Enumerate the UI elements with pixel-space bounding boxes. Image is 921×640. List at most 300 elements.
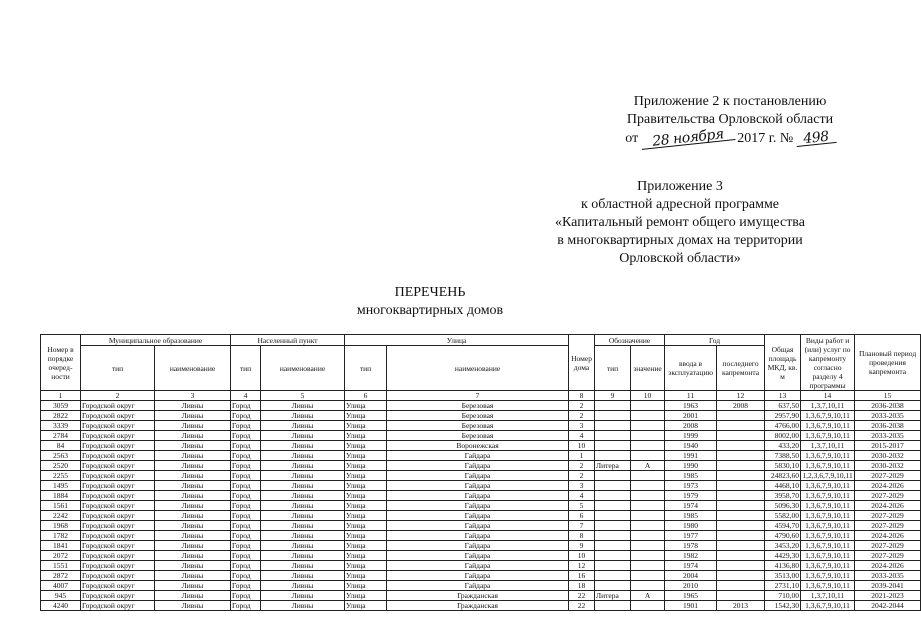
- total-area: 24823,60: [765, 471, 801, 481]
- designation-type: [595, 571, 631, 581]
- table-row: [41, 521, 921, 531]
- total-area: 3958,70: [765, 491, 801, 501]
- municipality-name: Ливны: [155, 581, 231, 591]
- queue-number: 2822: [41, 411, 81, 421]
- municipality-name: Ливны: [155, 471, 231, 481]
- commission-year: 1977: [665, 531, 717, 541]
- column-number: 15: [855, 391, 921, 401]
- designation-value: [631, 551, 665, 561]
- designation-value: А: [631, 591, 665, 601]
- settlement-type: Город: [231, 461, 261, 471]
- settlement-type: Город: [231, 511, 261, 521]
- annex-line-2: к областной адресной программе: [580, 197, 780, 212]
- designation-value: [631, 501, 665, 511]
- settlement-name: Ливны: [261, 501, 345, 511]
- house-number: 4: [569, 491, 595, 501]
- total-area: 7388,50: [765, 451, 801, 461]
- designation-value: [631, 431, 665, 441]
- planned-period: 2027-2029: [855, 521, 921, 531]
- settlement-name: Ливны: [261, 561, 345, 571]
- commission-year: 1940: [665, 441, 717, 451]
- table-row: [41, 421, 921, 431]
- table-row: [41, 471, 921, 481]
- municipality-name: Ливны: [155, 551, 231, 561]
- street-type: Улица: [345, 581, 387, 591]
- queue-number: 1968: [41, 521, 81, 531]
- queue-number: 1561: [41, 501, 81, 511]
- planned-period: 2036-2038: [855, 421, 921, 431]
- house-number: 2: [569, 471, 595, 481]
- municipality-type: Городской округ: [81, 441, 155, 451]
- commission-year: 1985: [665, 511, 717, 521]
- header-area: Общая площадь МКД, кв. м: [765, 335, 801, 391]
- queue-number: 2563: [41, 451, 81, 461]
- settlement-name: Ливны: [261, 571, 345, 581]
- settlement-name: Ливны: [261, 531, 345, 541]
- last-repair-year: [717, 521, 765, 531]
- services-list: 1,3,6,7,9,10,11: [801, 531, 855, 541]
- commission-year: 1982: [665, 551, 717, 561]
- municipality-name: Ливны: [155, 531, 231, 541]
- designation-value: [631, 451, 665, 461]
- settlement-name: Ливны: [261, 431, 345, 441]
- column-number: 13: [765, 391, 801, 401]
- table-row: [41, 511, 921, 521]
- settlement-type: Город: [231, 431, 261, 441]
- table-row: [41, 551, 921, 561]
- last-repair-year: [717, 451, 765, 461]
- total-area: 4136,80: [765, 561, 801, 571]
- street-name: Гайдара: [387, 471, 569, 481]
- designation-type: [595, 431, 631, 441]
- table-row: [41, 561, 921, 571]
- last-repair-year: [717, 551, 765, 561]
- street-type: Улица: [345, 421, 387, 431]
- street-type: Улица: [345, 521, 387, 531]
- designation-type: Литера: [595, 461, 631, 471]
- planned-period: 2033-2035: [855, 411, 921, 421]
- total-area: 1542,30: [765, 601, 801, 611]
- buildings-table: [40, 334, 921, 611]
- queue-number: 84: [41, 441, 81, 451]
- services-list: 1,3,6,7,9,10,11: [801, 491, 855, 501]
- queue-number: 1495: [41, 481, 81, 491]
- services-list: 1,3,6,7,9,10,11: [801, 431, 855, 441]
- table-row: [41, 571, 921, 581]
- settlement-type: Город: [231, 601, 261, 611]
- table-row: [41, 581, 921, 591]
- designation-value: [631, 571, 665, 581]
- subheader-street-name: наименование: [387, 346, 569, 391]
- house-number: 10: [569, 551, 595, 561]
- house-number: 18: [569, 581, 595, 591]
- settlement-type: Город: [231, 441, 261, 451]
- municipality-name: Ливны: [155, 541, 231, 551]
- house-number: 22: [569, 601, 595, 611]
- settlement-type: Город: [231, 591, 261, 601]
- services-list: 1,3,6,7,9,10,11: [801, 601, 855, 611]
- total-area: 710,00: [765, 591, 801, 601]
- designation-value: [631, 481, 665, 491]
- total-area: 4790,60: [765, 531, 801, 541]
- street-type: Улица: [345, 531, 387, 541]
- street-type: Улица: [345, 491, 387, 501]
- commission-year: 1974: [665, 501, 717, 511]
- commission-year: 2008: [665, 421, 717, 431]
- designation-type: [595, 401, 631, 411]
- street-name: Березовая: [387, 421, 569, 431]
- settlement-type: Город: [231, 561, 261, 571]
- settlement-type: Город: [231, 481, 261, 491]
- designation-type: [595, 581, 631, 591]
- total-area: 637,50: [765, 401, 801, 411]
- settlement-name: Ливны: [261, 401, 345, 411]
- services-list: 1,3,6,7,9,10,11: [801, 581, 855, 591]
- queue-number: 2242: [41, 511, 81, 521]
- designation-type: [595, 541, 631, 551]
- planned-period: 2039-2041: [855, 581, 921, 591]
- settlement-name: Ливны: [261, 511, 345, 521]
- services-list: 1,3,7,10,11: [801, 441, 855, 451]
- municipality-type: Городской округ: [81, 461, 155, 471]
- services-list: 1,3,6,7,9,10,11: [801, 421, 855, 431]
- municipality-type: Городской округ: [81, 481, 155, 491]
- table-row: [41, 601, 921, 611]
- settlement-type: Город: [231, 551, 261, 561]
- municipality-name: Ливны: [155, 401, 231, 411]
- queue-number: 4240: [41, 601, 81, 611]
- planned-period: 2036-2038: [855, 401, 921, 411]
- settlement-type: Город: [231, 581, 261, 591]
- annex-line-1: Приложение 3: [637, 179, 723, 194]
- total-area: 4766,00: [765, 421, 801, 431]
- settlement-type: Город: [231, 491, 261, 501]
- street-name: Воронежская: [387, 441, 569, 451]
- handwritten-date: 28 ноября: [642, 124, 733, 151]
- municipality-type: Городской округ: [81, 491, 155, 501]
- planned-period: 2027-2029: [855, 541, 921, 551]
- street-type: Улица: [345, 561, 387, 571]
- house-number: 1: [569, 451, 595, 461]
- street-name: Гайдара: [387, 451, 569, 461]
- municipality-name: Ливны: [155, 501, 231, 511]
- column-number: 9: [595, 391, 631, 401]
- table-row: [41, 451, 921, 461]
- municipality-type: Городской округ: [81, 531, 155, 541]
- total-area: 3453,20: [765, 541, 801, 551]
- house-number: 2: [569, 411, 595, 421]
- municipality-type: Городской округ: [81, 571, 155, 581]
- subheader-designation-value: значение: [631, 346, 665, 391]
- commission-year: 1901: [665, 601, 717, 611]
- designation-type: [595, 501, 631, 511]
- approval-line-1: Приложение 2 к постановлению: [633, 94, 827, 109]
- annex-line-3: «Капитальный ремонт общего имущества: [555, 215, 805, 230]
- street-type: Улица: [345, 441, 387, 451]
- municipality-type: Городской округ: [81, 511, 155, 521]
- column-number: 12: [717, 391, 765, 401]
- street-type: Улица: [345, 401, 387, 411]
- street-type: Улица: [345, 411, 387, 421]
- services-list: 1,3,7,10,11: [801, 591, 855, 601]
- annex-line-5: Орловской области»: [619, 251, 741, 266]
- settlement-name: Ливны: [261, 521, 345, 531]
- header-street: Улица: [345, 335, 569, 346]
- queue-number: 3059: [41, 401, 81, 411]
- settlement-type: Город: [231, 471, 261, 481]
- municipality-name: Ливны: [155, 521, 231, 531]
- commission-year: 1965: [665, 591, 717, 601]
- designation-type: [595, 441, 631, 451]
- total-area: 3513,00: [765, 571, 801, 581]
- street-name: Гайдара: [387, 461, 569, 471]
- table-row: [41, 431, 921, 441]
- services-list: 1,3,6,7,9,10,11: [801, 541, 855, 551]
- settlement-type: Город: [231, 411, 261, 421]
- house-number: 4: [569, 431, 595, 441]
- municipality-name: Ливны: [155, 561, 231, 571]
- street-name: Березовая: [387, 401, 569, 411]
- approval-line-3: [560, 126, 900, 150]
- street-type: Улица: [345, 601, 387, 611]
- house-number: 16: [569, 571, 595, 581]
- settlement-type: Город: [231, 531, 261, 541]
- last-repair-year: [717, 561, 765, 571]
- street-name: Гражданская: [387, 591, 569, 601]
- column-number: 14: [801, 391, 855, 401]
- column-number-row: [41, 391, 921, 401]
- settlement-type: Город: [231, 501, 261, 511]
- street-type: Улица: [345, 481, 387, 491]
- services-list: 1,3,6,7,9,10,11: [801, 571, 855, 581]
- house-number: 3: [569, 481, 595, 491]
- municipality-name: Ливны: [155, 441, 231, 451]
- street-type: Улица: [345, 501, 387, 511]
- street-name: Гайдара: [387, 521, 569, 531]
- municipality-type: Городской округ: [81, 451, 155, 461]
- designation-type: [595, 421, 631, 431]
- column-number: 7: [387, 391, 569, 401]
- queue-number: 1551: [41, 561, 81, 571]
- house-number: 3: [569, 421, 595, 431]
- subheader-municipality-name: наименование: [155, 346, 231, 391]
- approval-line-2: Правительства Орловской области: [626, 112, 834, 127]
- street-type: Улица: [345, 541, 387, 551]
- total-area: 2957,90: [765, 411, 801, 421]
- queue-number: 2072: [41, 551, 81, 561]
- services-list: 1,3,6,7,9,10,11: [801, 551, 855, 561]
- queue-number: 1841: [41, 541, 81, 551]
- municipality-name: Ливны: [155, 591, 231, 601]
- designation-value: [631, 531, 665, 541]
- last-repair-year: [717, 431, 765, 441]
- title-line-1: ПЕРЕЧЕНЬ: [394, 285, 466, 300]
- subheader-settlement-name: наименование: [261, 346, 345, 391]
- column-number: 4: [231, 391, 261, 401]
- street-type: Улица: [345, 431, 387, 441]
- document-title: [330, 284, 530, 320]
- header-settlement: Населенный пункт: [231, 335, 345, 346]
- designation-value: [631, 421, 665, 431]
- settlement-type: Город: [231, 521, 261, 531]
- designation-value: [631, 441, 665, 451]
- total-area: 5096,30: [765, 501, 801, 511]
- header-services: Виды работ и (или) услуг по капремонту согласно разделу 4 программы: [801, 335, 855, 391]
- street-type: Улица: [345, 551, 387, 561]
- table-row: [41, 401, 921, 411]
- street-type: Улица: [345, 451, 387, 461]
- planned-period: 2027-2029: [855, 491, 921, 501]
- last-repair-year: [717, 441, 765, 451]
- table-row: [41, 541, 921, 551]
- street-type: Улица: [345, 571, 387, 581]
- queue-number: 945: [41, 591, 81, 601]
- municipality-name: Ливны: [155, 491, 231, 501]
- services-list: 1,3,6,7,9,10,11: [801, 411, 855, 421]
- total-area: 433,20: [765, 441, 801, 451]
- commission-year: 2001: [665, 411, 717, 421]
- street-type: Улица: [345, 591, 387, 601]
- last-repair-year: [717, 411, 765, 421]
- queue-number: 2255: [41, 471, 81, 481]
- queue-number: 3339: [41, 421, 81, 431]
- table-row: [41, 491, 921, 501]
- planned-period: 2024-2026: [855, 531, 921, 541]
- designation-type: [595, 521, 631, 531]
- house-number: 6: [569, 511, 595, 521]
- commission-year: 1991: [665, 451, 717, 461]
- settlement-name: Ливны: [261, 411, 345, 421]
- services-list: 1,3,7,10,11: [801, 401, 855, 411]
- settlement-type: Город: [231, 421, 261, 431]
- header-municipality: Муниципальное образование: [81, 335, 231, 346]
- planned-period: 2033-2035: [855, 431, 921, 441]
- designation-value: А: [631, 461, 665, 471]
- house-number: 7: [569, 521, 595, 531]
- municipality-name: Ливны: [155, 461, 231, 471]
- table-row: [41, 461, 921, 471]
- subheader-settlement-type: тип: [231, 346, 261, 391]
- planned-period: 2027-2029: [855, 471, 921, 481]
- commission-year: 1974: [665, 561, 717, 571]
- street-name: Гайдара: [387, 481, 569, 491]
- commission-year: 1978: [665, 541, 717, 551]
- services-list: 1,3,6,7,9,10,11: [801, 561, 855, 571]
- commission-year: 1999: [665, 431, 717, 441]
- annex-line-4: в многоквартирных домах на территории: [557, 233, 803, 248]
- designation-type: [595, 481, 631, 491]
- street-name: Гайдара: [387, 571, 569, 581]
- table-body: [41, 391, 921, 611]
- settlement-name: Ливны: [261, 551, 345, 561]
- street-type: Улица: [345, 461, 387, 471]
- street-name: Гайдара: [387, 531, 569, 541]
- designation-value: [631, 561, 665, 571]
- settlement-type: Город: [231, 571, 261, 581]
- designation-type: Литера: [595, 591, 631, 601]
- commission-year: 1973: [665, 481, 717, 491]
- last-repair-year: [717, 461, 765, 471]
- designation-type: [595, 531, 631, 541]
- commission-year: 1979: [665, 491, 717, 501]
- municipality-type: Городской округ: [81, 421, 155, 431]
- settlement-name: Ливны: [261, 591, 345, 601]
- subheader-street-type: тип: [345, 346, 387, 391]
- settlement-name: Ливны: [261, 481, 345, 491]
- municipality-type: Городской округ: [81, 601, 155, 611]
- planned-period: 2021-2023: [855, 591, 921, 601]
- header-house: Номер дома: [569, 335, 595, 391]
- column-number: 10: [631, 391, 665, 401]
- table-row: [41, 591, 921, 601]
- street-name: Гайдара: [387, 511, 569, 521]
- services-list: 1,3,6,7,9,10,11: [801, 521, 855, 531]
- settlement-name: Ливны: [261, 451, 345, 461]
- services-list: 1,3,6,7,9,10,11: [801, 481, 855, 491]
- designation-type: [595, 411, 631, 421]
- commission-year: 1985: [665, 471, 717, 481]
- total-area: 5582,00: [765, 511, 801, 521]
- municipality-type: Городской округ: [81, 591, 155, 601]
- designation-value: [631, 471, 665, 481]
- municipality-type: Городской округ: [81, 411, 155, 421]
- approval-year: 2017 г. №: [737, 131, 794, 146]
- house-number: 9: [569, 541, 595, 551]
- total-area: 4468,10: [765, 481, 801, 491]
- commission-year: 1963: [665, 401, 717, 411]
- approval-block: [560, 93, 900, 148]
- table-row: [41, 441, 921, 451]
- last-repair-year: [717, 591, 765, 601]
- commission-year: 2004: [665, 571, 717, 581]
- subheader-municipality-type: тип: [81, 346, 155, 391]
- house-number: 2: [569, 401, 595, 411]
- column-number: 6: [345, 391, 387, 401]
- municipality-type: Городской округ: [81, 501, 155, 511]
- planned-period: 2030-2032: [855, 451, 921, 461]
- last-repair-year: [717, 501, 765, 511]
- header-designation: Обозначение: [595, 335, 665, 346]
- house-number: 5: [569, 501, 595, 511]
- services-list: 1,3,6,7,9,10,11: [801, 461, 855, 471]
- queue-number: 1884: [41, 491, 81, 501]
- commission-year: 2010: [665, 581, 717, 591]
- last-repair-year: [717, 421, 765, 431]
- municipality-type: Городской округ: [81, 581, 155, 591]
- municipality-type: Городской округ: [81, 431, 155, 441]
- municipality-name: Ливны: [155, 571, 231, 581]
- designation-type: [595, 491, 631, 501]
- house-number: 22: [569, 591, 595, 601]
- designation-type: [595, 451, 631, 461]
- street-name: Гайдара: [387, 541, 569, 551]
- house-number: 2: [569, 461, 595, 471]
- designation-type: [595, 561, 631, 571]
- municipality-type: Городской округ: [81, 561, 155, 571]
- services-list: 1,3,6,7,9,10,11: [801, 511, 855, 521]
- commission-year: 1990: [665, 461, 717, 471]
- last-repair-year: [717, 581, 765, 591]
- street-name: Гайдара: [387, 491, 569, 501]
- services-list: 1,3,6,7,9,10,11: [801, 501, 855, 511]
- settlement-name: Ливны: [261, 461, 345, 471]
- street-name: Гайдара: [387, 581, 569, 591]
- column-number: 1: [41, 391, 81, 401]
- approval-prefix: от: [625, 131, 639, 146]
- designation-value: [631, 411, 665, 421]
- header-number: Номер в порядке очеред- ности: [41, 335, 81, 391]
- planned-period: 2024-2026: [855, 501, 921, 511]
